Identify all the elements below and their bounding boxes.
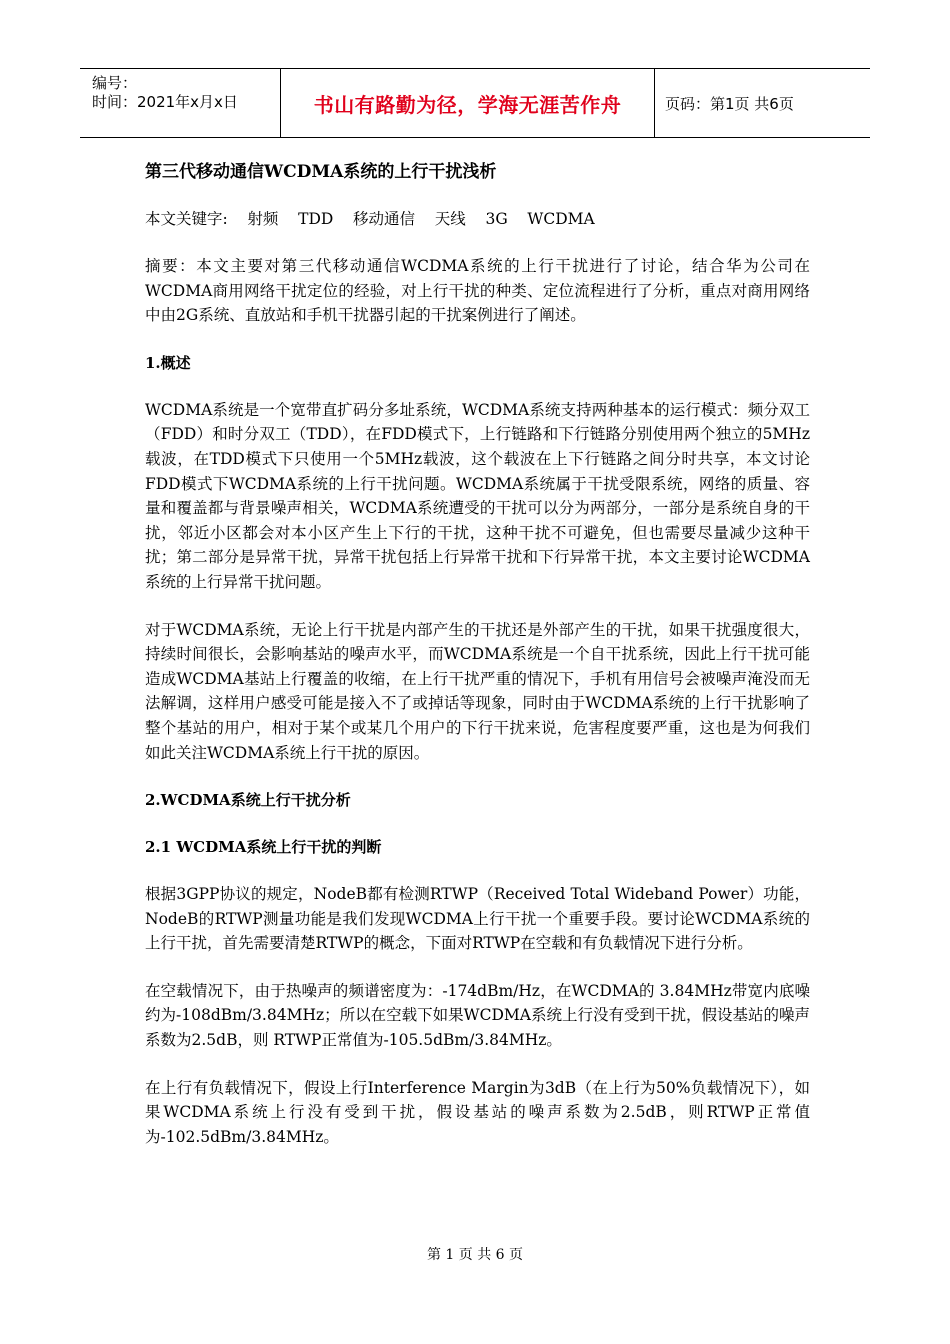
section-2-1-heading: 2.1 WCDMA系统上行干扰的判断 (145, 838, 382, 857)
section-2-1-paragraph-2: 在空载情况下，由于热噪声的频谱密度为：-174dBm/Hz，在WCDMA的 3.84MHz带宽内底噪约为-108dBm/3.84MHz；所以在空载下如果WCDMA系统上行没有受到干扰，假设基站的噪声系数为2.5dB，则 RTWP正常值为-105.5dBm/3.84MHz。 (145, 981, 810, 1050)
abstract-paragraph: 摘要：本文主要对第三代移动通信WCDMA系统的上行干扰进行了讨论，结合华为公司在WCDMA商用网络干扰定位的经验，对上行干扰的种类、定位流程进行了分析，重点对商用网络中由2G系统、直放站和手机干扰器引起的干扰案例进行了阐述。 (145, 257, 810, 325)
page-footer: 第 1 页 共 6 页 (426, 1247, 524, 1263)
header-meta-cell (80, 69, 281, 137)
section-1-paragraph-2: 对于WCDMA系统，无论上行干扰是内部产生的干扰还是外部产生的干扰，如果干扰强度很大，持续时间很长，会影响基站的噪声水平，而WCDMA系统是一个自干扰系统，因此上行干扰可能造成WCDMA基站上行覆盖的收缩，在上行干扰严重的情况下，手机有用信号会被噪声淹没而无法解调，这样用户感受可能是接入不了或掉话等现象，同时由于WCDMA系统的上行干扰影响了整个基站的用户，相对于某个或某几个用户的下行干扰来说，危害程度要严重，这也是为何我们如此关注WCDMA系统上行干扰的原因。 (145, 620, 810, 762)
number-label: 编号： (92, 74, 138, 92)
document-body (145, 160, 810, 1172)
header-motto-cell (281, 69, 655, 137)
section-1-heading: 1.概述 (145, 353, 191, 372)
page-header (80, 68, 870, 138)
page-code: 页码：第1页 共6页 (665, 94, 794, 113)
section-2-1-paragraph-1: 根据3GPP协议的规定，NodeB都有检测RTWP（Received Total Wideband Power）功能，NodeB的RTWP测量功能是我们发现WCDMA上行干扰一个重要手段。要讨论WCDMA系统的上行干扰，首先需要清楚RTWP的概念，下面对RTWP在空载和有负载情况下进行分析。 (145, 885, 810, 953)
motto-text: 书山有路勤为径，学海无涯苦作舟 (313, 92, 622, 117)
section-2-heading: 2.WCDMA系统上行干扰分析 (145, 791, 351, 810)
section-1-paragraph-1: WCDMA系统是一个宽带直扩码分多址系统，WCDMA系统支持两种基本的运行模式：频分双工（FDD）和时分双工（TDD），在FDD模式下，上行链路和下行链路分别使用两个独立的5MHz载波，在TDD模式下只使用一个5MHz载波，这个载波在上下行链路之间分时共享，本文讨论FDD模式下WCDMA系统的上行干扰问题。WCDMA系统属于干扰受限系统，网络的质量、容量和覆盖都与背景噪声相关，WCDMA系统遭受的干扰可以分为两部分，一部分是系统自身的干扰，邻近小区都会对本小区产生上下行的干扰，这种干扰不可避免，但也需要尽量减少这种干扰；第二部分是异常干扰，异常干扰包括上行异常干扰和下行异常干扰，本文主要讨论WCDMA系统的上行异常干扰问题。 (145, 400, 810, 591)
section-2-1-paragraph-3: 在上行有负载情况下，假设上行Interference Margin为3dB（在上行为50%负载情况下），如果WCDMA系统上行没有受到干扰，假设基站的噪声系数为2.5dB，则RTWP正常值为-102.5dBm/3.84MHz。 (145, 1078, 810, 1146)
header-page-cell (655, 69, 870, 137)
time-label: 时间：2021年x月x日 (92, 93, 238, 111)
document-title: 第三代移动通信WCDMA系统的上行干扰浅析 (145, 162, 497, 182)
keywords-line: 本文关键字: 射频 TDD 移动通信 天线 3G WCDMA (145, 210, 595, 228)
